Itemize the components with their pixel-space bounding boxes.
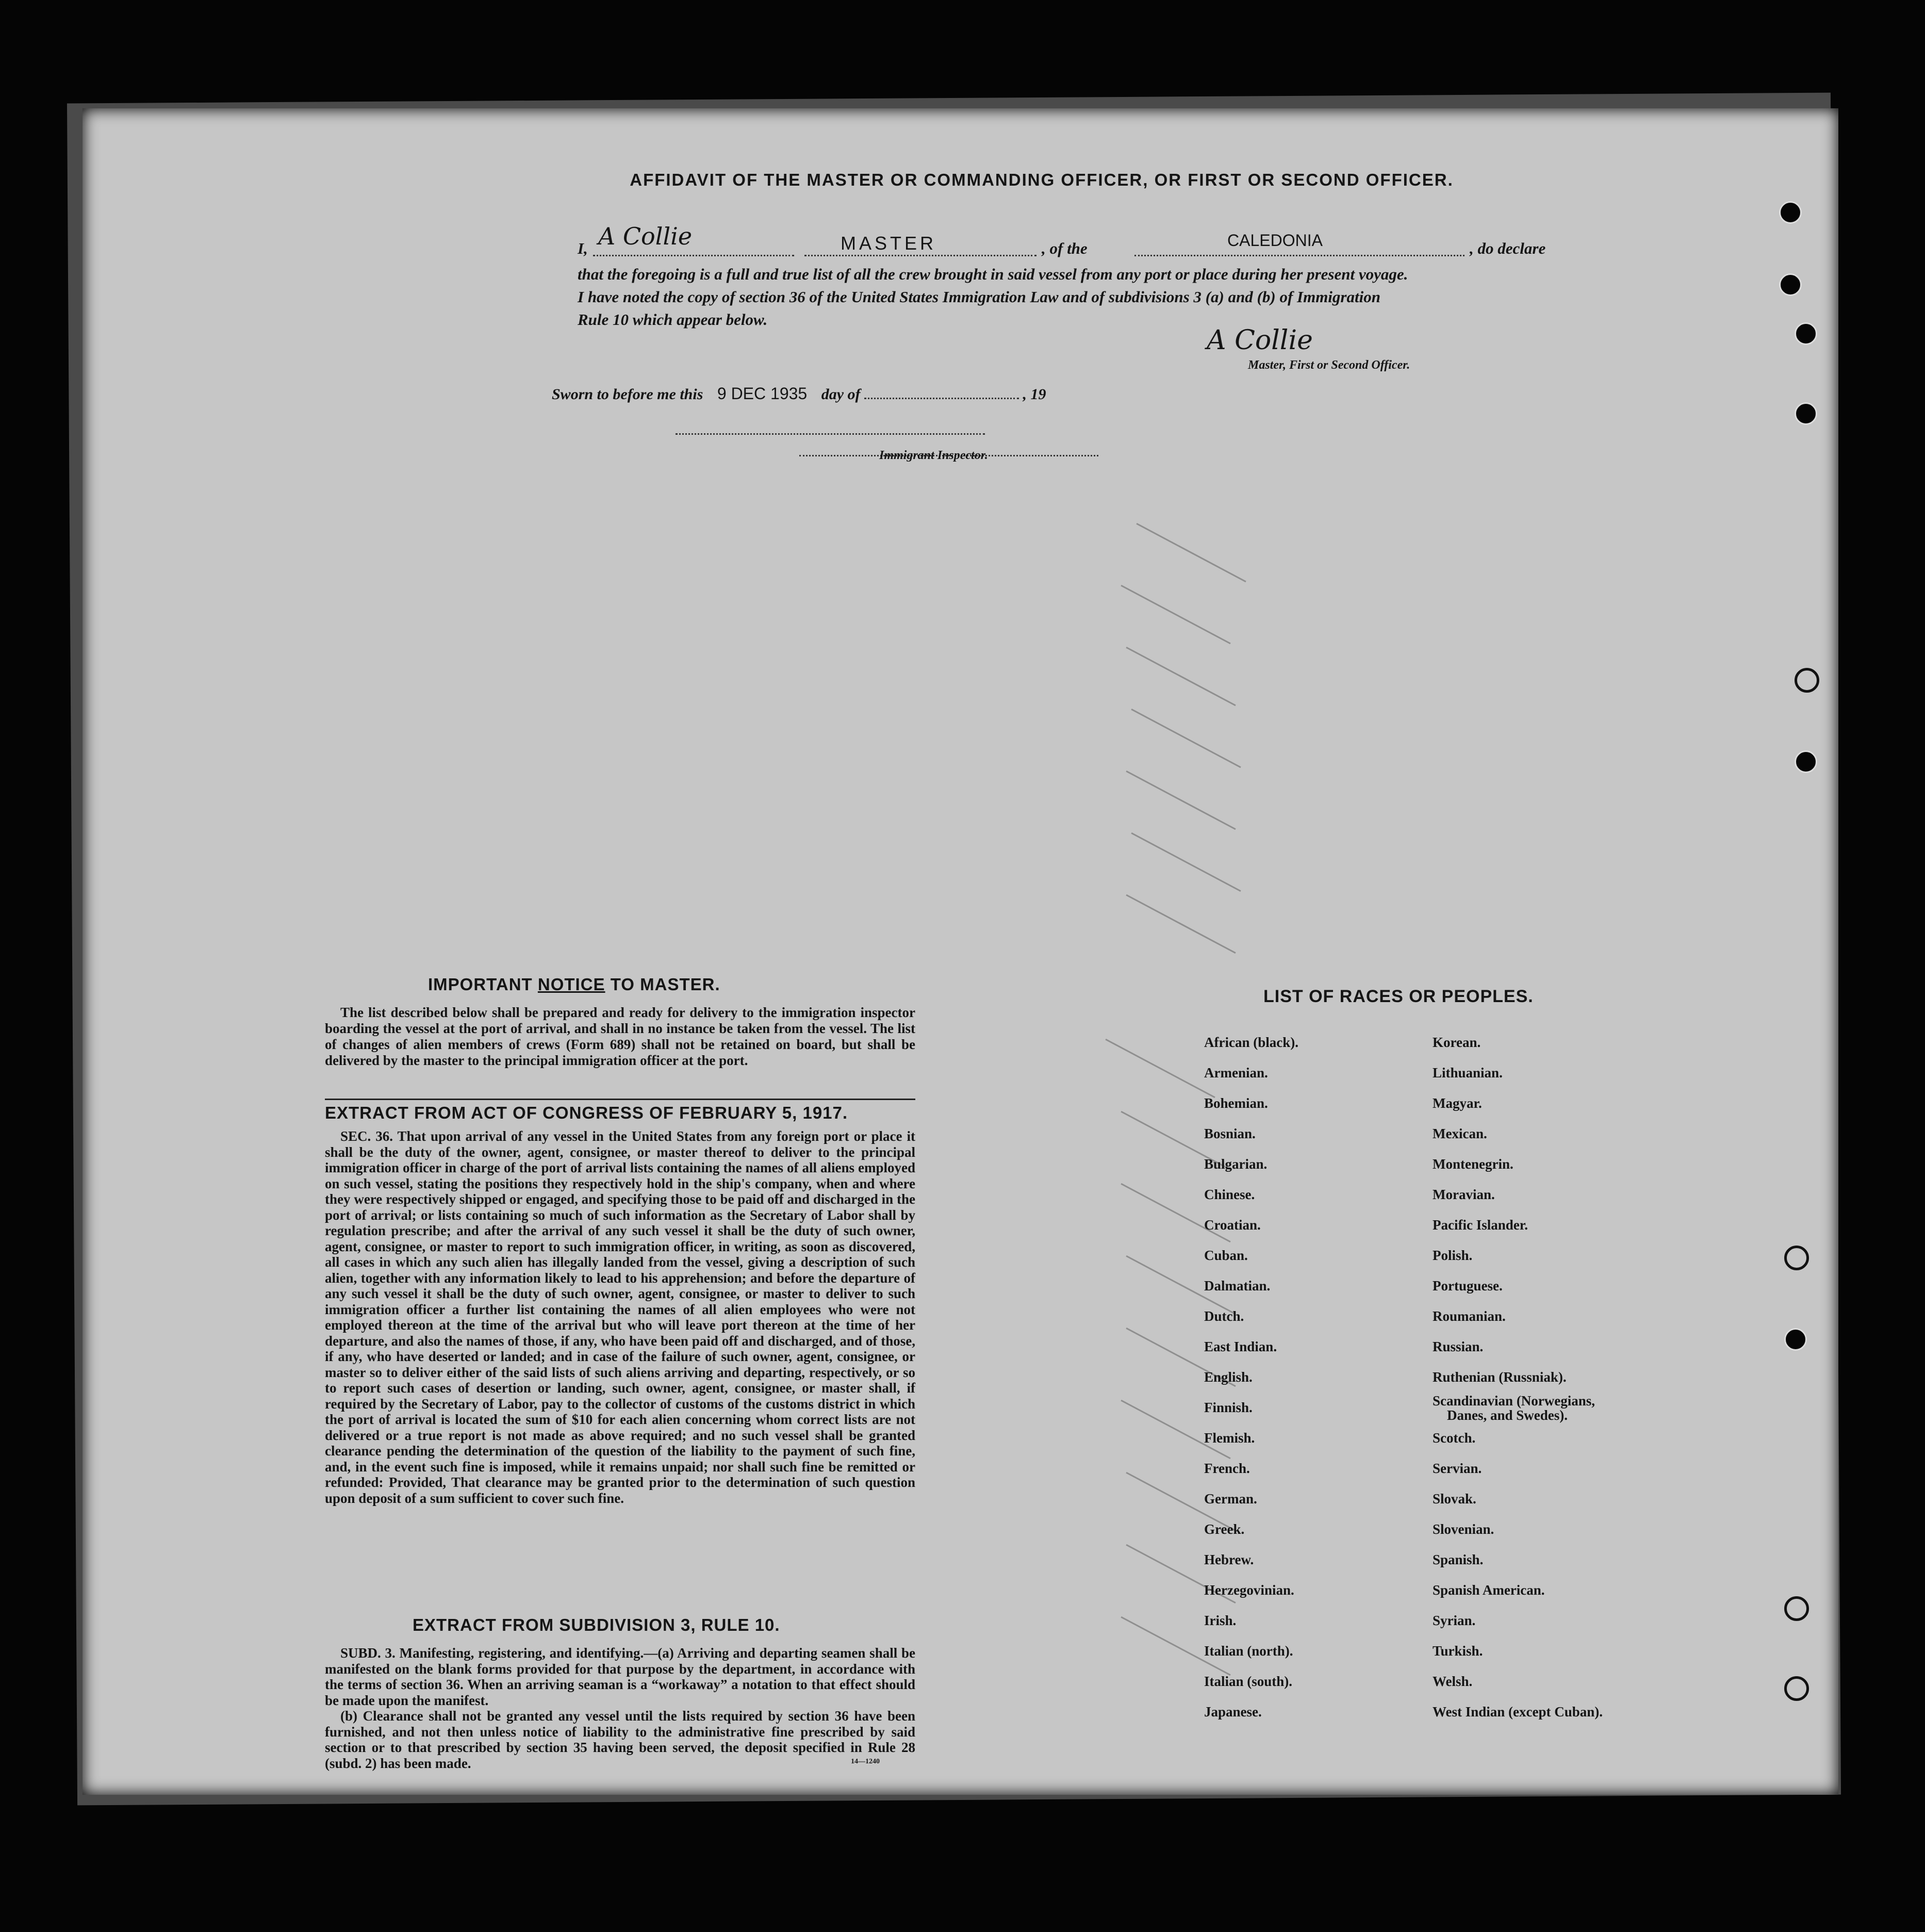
race-item: Lithuanian. [1433, 1065, 1503, 1080]
race-item: Cuban. [1204, 1248, 1248, 1263]
race-item: Russian. [1433, 1339, 1484, 1354]
binder-hole [1795, 668, 1819, 693]
sworn-date-stamp: 9 DEC 1935 [717, 384, 808, 403]
binder-hole [1795, 322, 1817, 345]
master-caption: Master, First or Second Officer. [1248, 358, 1410, 372]
race-item-line: Danes, and Swedes). [1447, 1407, 1568, 1423]
check-mark [1126, 647, 1236, 706]
rule-paragraph-a: SUBD. 3. Manifesting, registering, and identifying.—(a) Arriving and departing seamen shall be manifested on the blank forms provided for that purpose by the department, in accordance with the terms of section 36. When an arriving seaman is a “workaway” a notation to that effect should be made upon the manifest. [325, 1645, 915, 1708]
sworn-year: , 19 [1023, 386, 1046, 403]
do-declare-label: , do declare [1470, 239, 1546, 257]
notice-title-b: NOTICE [537, 975, 605, 994]
inspector-signature-line [676, 433, 985, 435]
race-item: Roumanian. [1433, 1308, 1506, 1324]
check-mark [1126, 771, 1236, 830]
race-item: Bulgarian. [1204, 1156, 1268, 1172]
master-signature: A Collie [1207, 325, 1313, 356]
race-item: Magyar. [1433, 1095, 1482, 1111]
race-item: Servian. [1433, 1461, 1482, 1476]
form-number: 14—1240 [851, 1758, 880, 1765]
races-right-column [1433, 1027, 1603, 1727]
check-mark [1131, 709, 1241, 768]
race-item: Pacific Islander. [1433, 1217, 1528, 1233]
race-item: Japanese. [1204, 1704, 1262, 1720]
race-item: Montenegrin. [1433, 1156, 1513, 1172]
declarant-rank: MASTER [841, 233, 937, 254]
check-mark [1126, 894, 1236, 954]
affidavit-title: AFFIDAVIT OF THE MASTER OR COMMANDING OFFICER, OR FIRST OR SECOND OFFICER. [630, 170, 1454, 189]
binder-hole [1779, 201, 1802, 224]
race-item: African (black). [1204, 1035, 1298, 1050]
binder-hole [1779, 273, 1802, 296]
race-item-line: Scandinavian (Norwegians, [1433, 1393, 1595, 1409]
check-mark [1136, 523, 1246, 582]
race-item: Korean. [1433, 1035, 1481, 1050]
race-item: Italian (north). [1204, 1643, 1293, 1659]
name-dotted-line [593, 255, 794, 256]
notice-title-a: IMPORTANT [428, 975, 533, 994]
extract-rule-title: EXTRACT FROM SUBDIVISION 3, RULE 10. [413, 1615, 780, 1634]
extract-rule-body [325, 1645, 915, 1771]
immigrant-inspector-label: Immigrant Inspector. [879, 449, 988, 462]
race-item: Slovak. [1433, 1491, 1476, 1507]
binder-hole [1795, 750, 1817, 773]
rank-dotted-line [804, 255, 1036, 256]
binder-hole [1784, 1676, 1809, 1701]
binder-hole [1795, 402, 1817, 425]
declaration [578, 222, 1557, 331]
race-item: Flemish. [1204, 1430, 1255, 1446]
race-item: Welsh. [1433, 1674, 1473, 1689]
declaration-line-2: that the foregoing is a full and true list of all the crew brought in said vessel from any port or place during her present voyage. [578, 265, 1408, 283]
manifest-sheet [83, 108, 1838, 1795]
i-prefix: I, [578, 239, 588, 257]
race-item: Italian (south). [1204, 1674, 1293, 1689]
check-mark [1131, 832, 1241, 892]
extract-act-title: EXTRACT FROM ACT OF CONGRESS OF FEBRUARY 5, 1917. [325, 1099, 915, 1123]
notice-title-c: TO MASTER. [610, 975, 720, 994]
race-item: Irish. [1204, 1613, 1237, 1628]
binder-hole [1784, 1328, 1807, 1351]
race-item: Spanish American. [1433, 1582, 1545, 1598]
race-item: Moravian. [1433, 1187, 1495, 1202]
check-mark [1121, 585, 1230, 644]
declaration-line-3: I have noted the copy of section 36 of the United States Immigration Law and of subdivisions 3 (a) and (b) of Immigration [578, 288, 1380, 306]
sworn-day-of: day of [821, 386, 861, 403]
race-item: Ruthenian (Russniak). [1433, 1369, 1567, 1385]
race-item: Armenian. [1204, 1065, 1268, 1080]
race-item: Spanish. [1433, 1552, 1484, 1567]
declarant-signature: A Collie [598, 222, 693, 250]
declaration-line-4: Rule 10 which appear below. [578, 310, 768, 329]
race-item: Croatian. [1204, 1217, 1261, 1233]
race-item: West Indian (except Cuban). [1433, 1704, 1603, 1720]
race-item: English. [1204, 1369, 1253, 1385]
vessel-dotted-line [1134, 255, 1465, 256]
races-left-column [1204, 1027, 1298, 1727]
races-title: LIST OF RACES OR PEOPLES. [1263, 987, 1534, 1006]
race-item: Scotch. [1433, 1430, 1476, 1446]
race-item: Finnish. [1204, 1400, 1253, 1415]
binder-hole [1784, 1246, 1809, 1270]
binder-hole [1784, 1596, 1809, 1621]
check-mark [1105, 1039, 1215, 1098]
race-item: Syrian. [1433, 1613, 1476, 1628]
race-item: Slovenian. [1433, 1521, 1494, 1537]
race-item: Bohemian. [1204, 1095, 1268, 1111]
declaration-line-1 [578, 222, 1557, 263]
race-item: East Indian. [1204, 1339, 1277, 1354]
sworn-statement [552, 384, 1046, 403]
vessel-name: CALEDONIA [1227, 231, 1323, 250]
race-item: Turkish. [1433, 1643, 1483, 1659]
sworn-prefix: Sworn to before me this [552, 386, 703, 403]
race-item: Greek. [1204, 1521, 1245, 1537]
race-item-multiline [1433, 1393, 1603, 1423]
race-item: Herzegovinian. [1204, 1582, 1294, 1598]
race-item: Bosnian. [1204, 1126, 1256, 1141]
race-item: Dutch. [1204, 1308, 1244, 1324]
race-item: French. [1204, 1461, 1250, 1476]
race-item: Hebrew. [1204, 1552, 1254, 1567]
race-item: Chinese. [1204, 1187, 1255, 1202]
race-item: Polish. [1433, 1248, 1473, 1263]
rule-paragraph-b: (b) Clearance shall not be granted any vessel until the lists required by section 36 have been furnished, and not then unless notice of liability to the administrative fine prescribed by said section or to that prescribed by section 35 having been served, the deposit specified in Rule 28 (subd. 2) has been made. [325, 1708, 915, 1771]
notice-title [428, 975, 720, 994]
race-item: Mexican. [1433, 1126, 1487, 1141]
notice-body: The list described below shall be prepared and ready for delivery to the immigration inspector boarding the vessel at the port of arrival, and shall in no instance be taken from the vessel. The list of changes of alien members of crews (Form 689) shall not be retained on board, but shall be delivered by the master to the principal immigration officer at the port. [325, 1005, 915, 1068]
month-dotted-line [864, 398, 1019, 399]
race-item: Dalmatian. [1204, 1278, 1271, 1294]
extract-act-body: SEC. 36. That upon arrival of any vessel in the United States from any foreign port or place it shall be the duty of the owner, agent, consignee, or master thereof to deliver to the principal immigration officer in charge of the port of arrival lists containing the names of all aliens employed on such vessel, stating the positions they respectively hold in the ship's company, when and where they were respectively shipped or engaged, and specifying those to be paid off and discharged in the port of arrival; or lists containing so much of such information as the Secretary of Labor shall by regulation prescribe; and after the arrival of any such vessel it shall be the duty of such owner, agent, consignee, or master to report to such immigration officer, in writing, as soon as discovered, all cases in which any such alien has illegally landed from the vessel, giving a description of such alien, together with any information likely to lead to his apprehension; and before the departure of any such vessel it shall be the duty of such owner, agent, consignee, or master to deliver to such immigration officer a further list containing the names of all alien employees who were not employed thereon at the time of the arrival but who will leave port thereon at the time of her departure, and also the names of those, if any, who have been paid off and discharged, and of those, if any, who have deserted or landed; and in case of the failure of such owner, agent, consignee, or master so to deliver either of the said lists of such aliens arriving and departing, respectively, or so to report such cases of desertion or landing, such owner, agent, consignee, or master shall, if required by the Secretary of Labor, pay to the collector of customs of the customs district in which the port of arrival is located the sum of $10 for each alien concerning whom correct lists are not delivered or a true report is not made as above required; and no such vessel shall be granted clearance pending the determination of the question of the liability to the payment of such fine, and, in the event such fine is imposed, while it remains unpaid; nor shall such fine be remitted or refunded: Provided, That clearance may be granted prior to the determination of such question upon deposit of a sum sufficient to cover such fine. [325, 1128, 915, 1506]
race-item: German. [1204, 1491, 1257, 1507]
of-the-label: , of the [1042, 239, 1088, 257]
race-item: Portuguese. [1433, 1278, 1503, 1294]
